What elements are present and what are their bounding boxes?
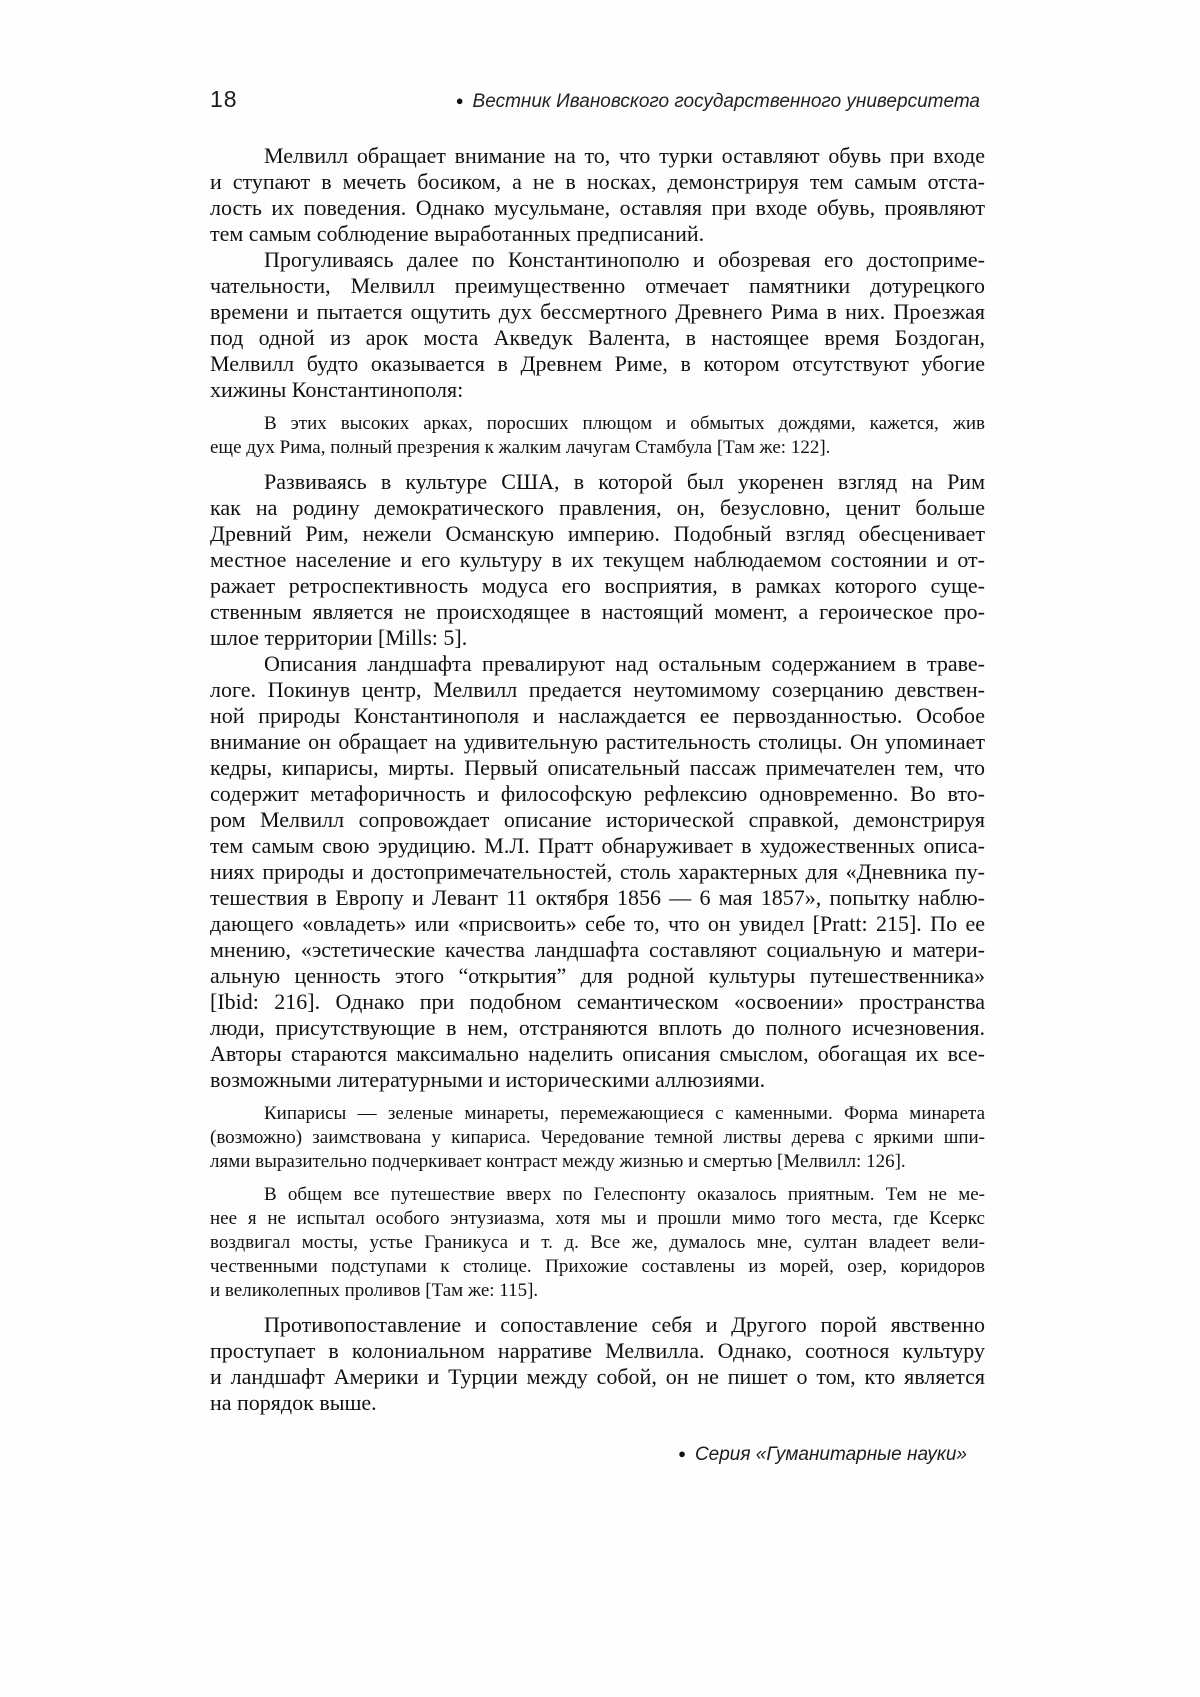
- text-line: В общем все путешествие вверх по Гелеспонту оказалось приятным. Тем не ме-: [264, 1184, 985, 1205]
- paragraph: [210, 651, 985, 1093]
- text-line: [Ibid: 216]. Однако при подобном семантическом «освоении» пространства: [210, 989, 985, 1014]
- article-body: [210, 143, 985, 1416]
- text-line: хижины Константинополя:: [210, 377, 464, 402]
- text-line: Авторы стараются максимально наделить описания смыслом, обогащая их все-: [210, 1041, 985, 1066]
- text-line: ственным является не происходящее в настоящий момент, а героическое про-: [210, 599, 985, 624]
- bullet-icon: ●: [455, 93, 464, 108]
- text-line: дающего «овладеть» или «присвоить» себе то, что он увидел [Pratt: 215]. По ее: [210, 911, 985, 936]
- block-quote: [210, 1183, 985, 1303]
- running-title: [456, 91, 980, 113]
- paragraph: [210, 247, 985, 403]
- text-line: Мелвилл будто оказывается в Древнем Риме, в котором отсутствуют убогие: [210, 351, 985, 376]
- text-line: местное население и его культуру в их текущем наблюдаемом состоянии и от-: [210, 547, 985, 572]
- text-line: (возможно) заимствована у кипариса. Чередование темной листвы дерева с яркими шпи-: [210, 1127, 985, 1148]
- text-line: Развиваясь в культуре США, в которой был укоренен взгляд на Рим: [264, 469, 985, 494]
- block-quote: [210, 1102, 985, 1174]
- text-line: альную ценность этого “открытия” для родной культуры путешественника»: [210, 963, 985, 988]
- block-quote: [210, 412, 985, 460]
- text-line: под одной из арок моста Акведук Валента, в настоящее время Боздоган,: [210, 325, 985, 350]
- text-line: нее я не испытал особого энтузиазма, хотя мы и прошли мимо того места, где Ксеркс: [210, 1208, 985, 1229]
- page-number: 18: [210, 86, 238, 112]
- journal-title: Вестник Ивановского государственного университета: [472, 91, 980, 112]
- text-line: мнению, «эстетические качества ландшафта составляют социальную и матери-: [210, 937, 985, 962]
- text-line: Описания ландшафта превалируют над остальным содержанием в траве-: [264, 651, 985, 676]
- text-line: чественными подступами к столице. Прихожие составлены из морей, озер, коридоров: [210, 1256, 985, 1277]
- text-line: содержит метафоричность и философскую рефлексию одновременно. Во вто-: [210, 781, 985, 806]
- text-line: Противопоставление и сопоставление себя и Другого порой явственно: [264, 1312, 985, 1337]
- text-line: лями выразительно подчеркивает контраст между жизнью и смертью [Мелвилл: 126].: [210, 1151, 906, 1172]
- text-line: лость их поведения. Однако мусульмане, оставляя при входе обувь, проявляют: [210, 195, 985, 220]
- text-line: и великолепных проливов [Там же: 115].: [210, 1280, 539, 1301]
- bullet-icon: ●: [678, 1446, 686, 1461]
- text-line: на порядок выше.: [210, 1390, 377, 1415]
- text-line: времени и пытается ощутить дух бессмертного Древнего Рима в них. Проезжая: [210, 299, 985, 324]
- text-line: шлое территории [Mills: 5].: [210, 625, 468, 650]
- text-line: ром Мелвилл сопровождает описание исторической справкой, демонстрируя: [210, 807, 985, 832]
- text-line: внимание он обращает на удивительную растительность столицы. Он упоминает: [210, 729, 985, 754]
- text-line: и ландшафт Америки и Турции между собой, он не пишет о том, кто является: [210, 1364, 985, 1389]
- text-line: и ступают в мечеть босиком, а не в носках, демонстрируя тем самым отста-: [210, 169, 985, 194]
- text-line: В этих высоких арках, поросших плющом и обмытых дождями, кажется, жив: [264, 413, 985, 434]
- text-line: кедры, кипарисы, мирты. Первый описательный пассаж примечателен тем, что: [210, 755, 985, 780]
- text-line: тешествия в Европу и Левант 11 октября 1856 — 6 мая 1857», попытку наблю-: [210, 885, 985, 910]
- paragraph: [210, 1312, 985, 1416]
- text-line: как на родину демократического правления, он, безусловно, ценит больше: [210, 495, 985, 520]
- series-title: Серия «Гуманитарные науки»: [694, 1444, 967, 1465]
- text-line: Кипарисы — зеленые минареты, перемежающиеся с каменными. Форма минарета: [264, 1103, 985, 1124]
- text-line: люди, присутствующие в нем, отстраняются вплоть до полного исчезновения.: [210, 1015, 985, 1040]
- paragraph: [210, 143, 985, 247]
- text-line: логе. Покинув центр, Мелвилл предается неутомимому созерцанию девствен-: [210, 677, 985, 702]
- text-line: Прогуливаясь далее по Константинополю и обозревая его достоприме-: [264, 247, 985, 272]
- page-footer: [210, 1444, 967, 1466]
- text-line: тем самым соблюдение выработанных предписаний.: [210, 221, 705, 246]
- text-line: воздвигал мосты, устье Граникуса и т. д. Все же, думалось мне, султан владеет вели-: [210, 1232, 985, 1253]
- text-line: тем самым свою эрудицию. М.Л. Пратт обнаруживает в художественных описа-: [210, 833, 985, 858]
- text-line: Мелвилл обращает внимание на то, что турки оставляют обувь при входе: [264, 143, 985, 168]
- text-line: ной природы Константинополя и наслаждается ее первозданностью. Особое: [210, 703, 985, 728]
- text-line: ражает ретроспективность модуса его восприятия, в рамках которого суще-: [210, 573, 985, 598]
- text-line: еще дух Рима, полный презрения к жалким лачугам Стамбула [Там же: 122].: [210, 437, 831, 458]
- text-line: проступает в колониальном нарративе Мелвилла. Однако, соотнося культуру: [210, 1338, 985, 1363]
- text-line: возможными литературными и историческими аллюзиями.: [210, 1067, 766, 1092]
- text-line: Древний Рим, нежели Османскую империю. Подобный взгляд обесценивает: [210, 521, 985, 546]
- page-header: [210, 86, 980, 113]
- text-line: чательности, Мелвилл преимущественно отмечает памятники дотурецкого: [210, 273, 985, 298]
- paragraph: [210, 469, 985, 651]
- text-line: ниях природы и достопримечательностей, столь характерных для «Дневника пу-: [210, 859, 985, 884]
